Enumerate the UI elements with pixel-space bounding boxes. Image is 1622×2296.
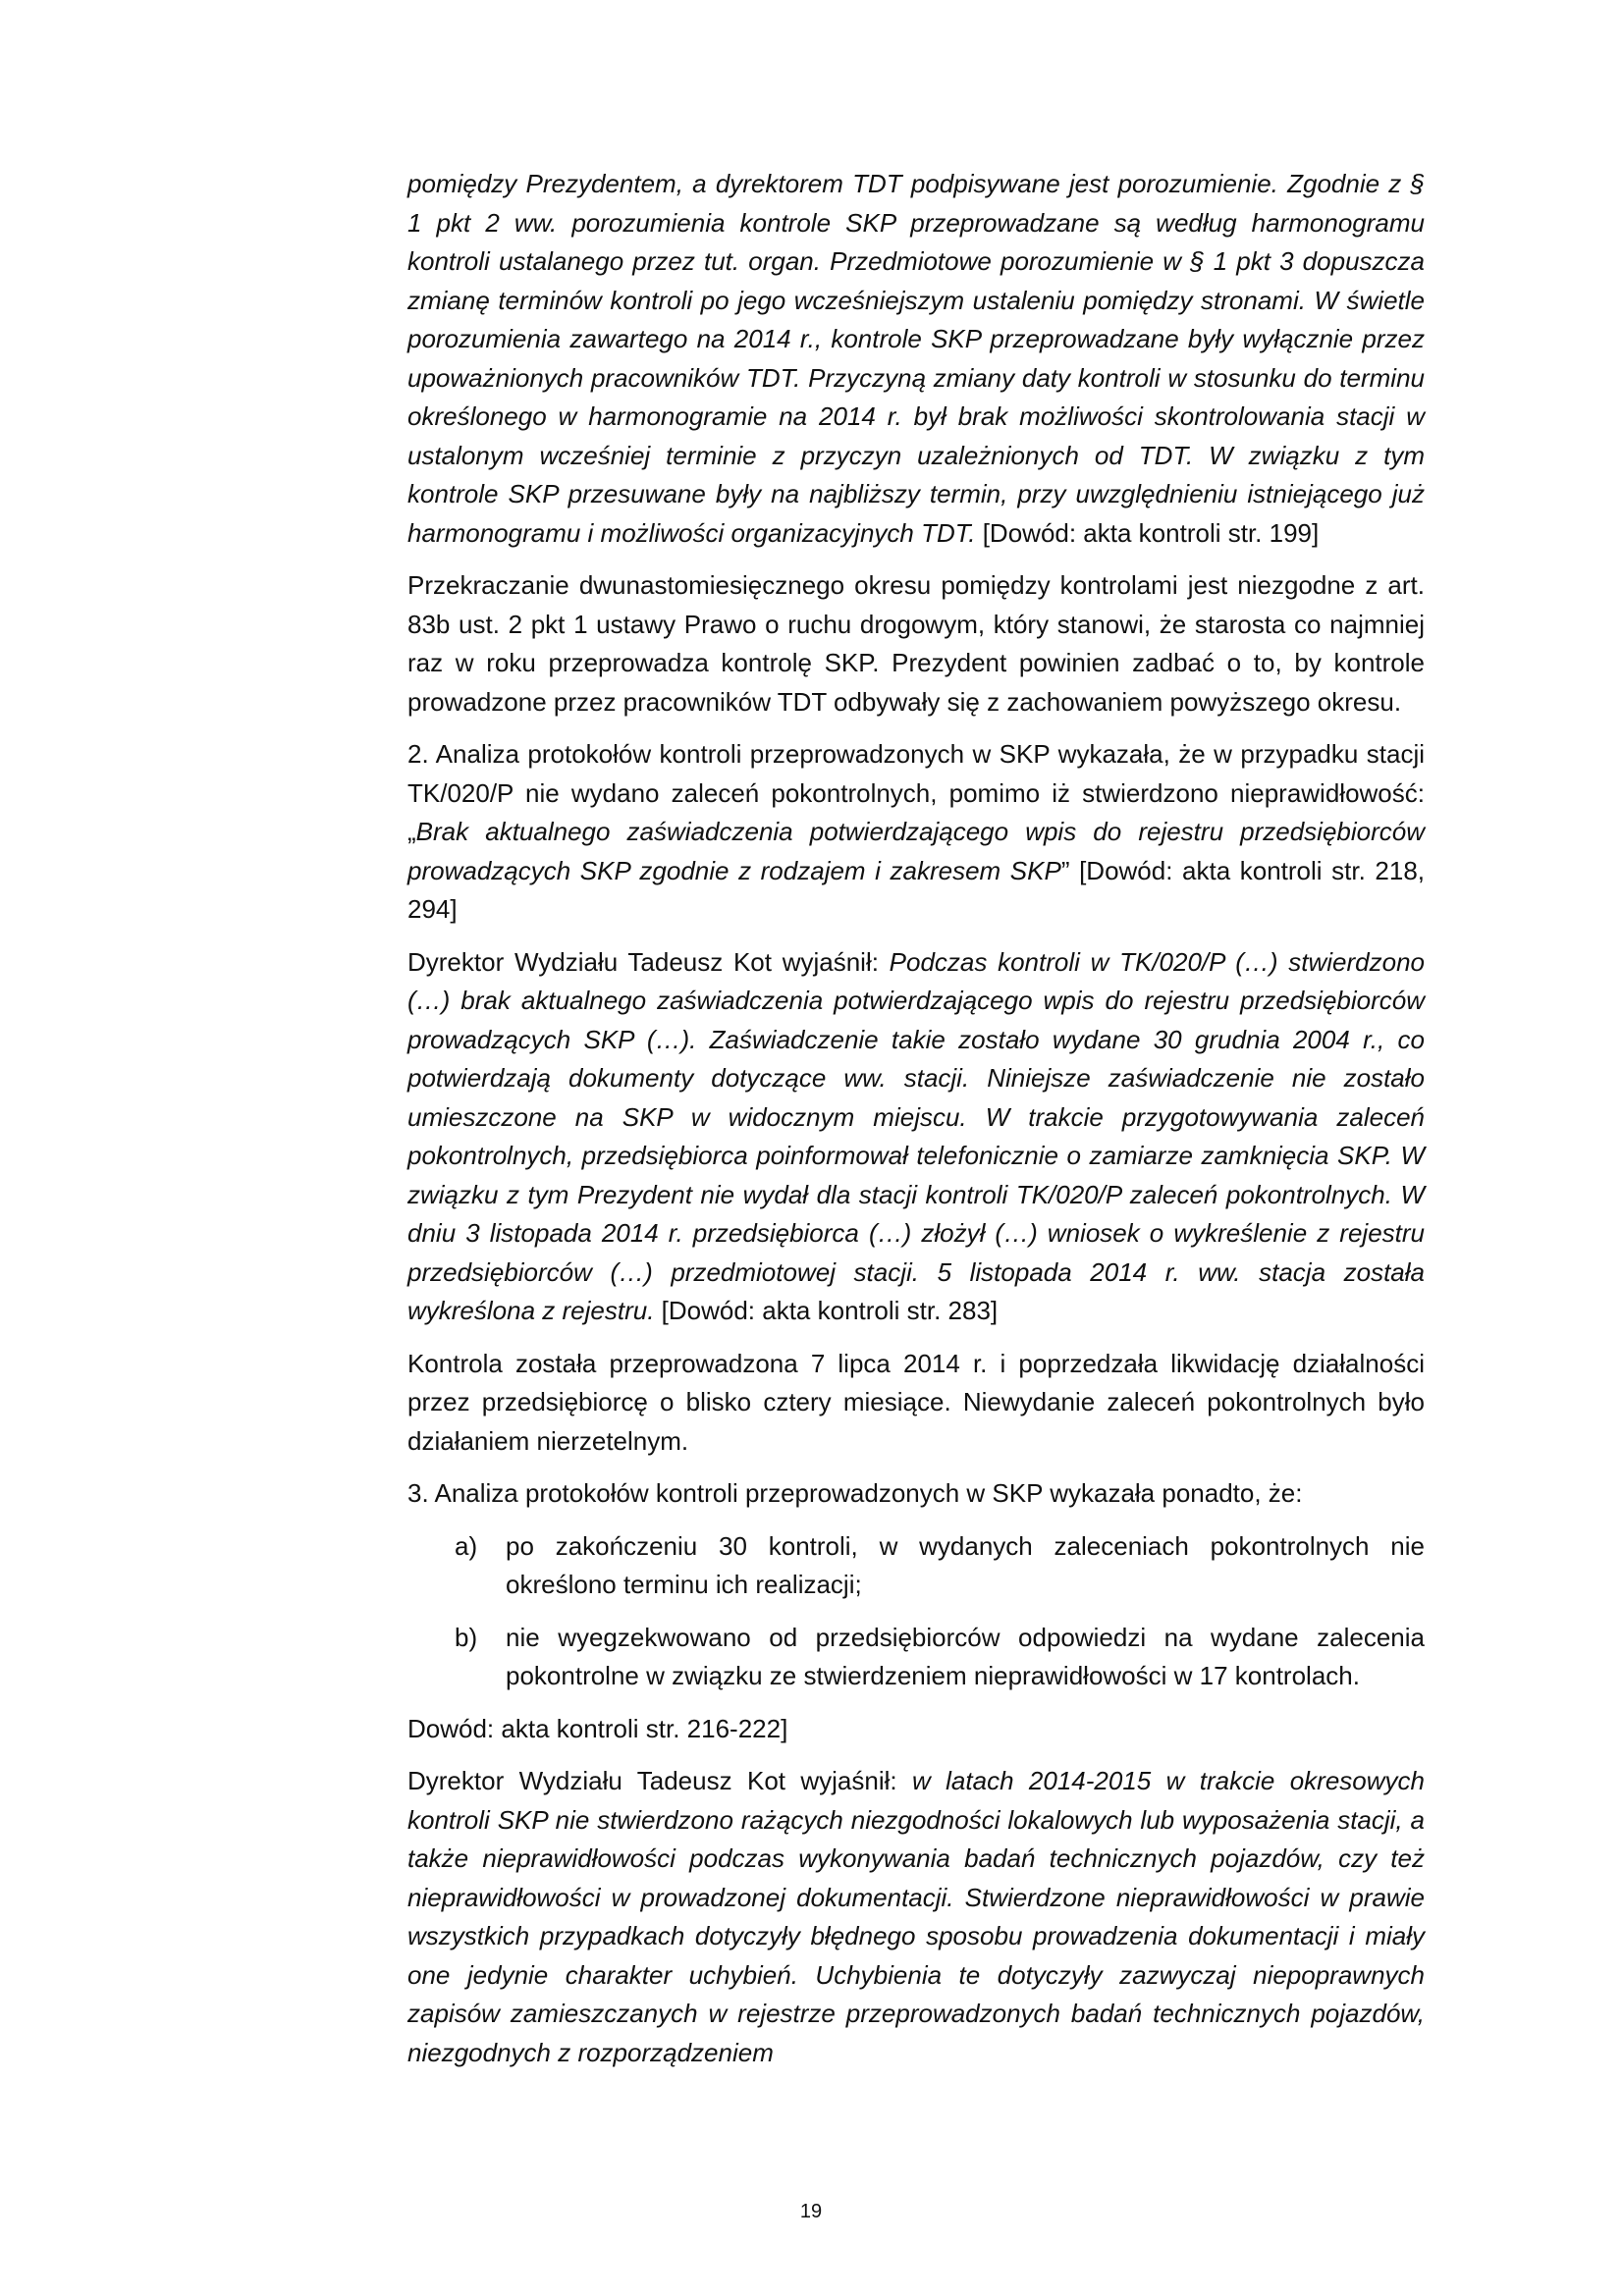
list-item-a (407, 1527, 1425, 1605)
list-item-text: nie wyegzekwowano od przedsiębiorców odpowiedzi na wydane zalecenia pokontrolne w związku ze stwierdzeniem nieprawidłowości w 17 kontrolach. (506, 1622, 1425, 1690)
page-number: 19 (799, 2201, 823, 2222)
evidence-ref: [Dowód: akta kontroli str. 283] (654, 1296, 999, 1325)
paragraph-evidence (407, 1710, 1425, 1749)
paragraph-point-2 (407, 735, 1425, 930)
document-body (407, 165, 1425, 2086)
paragraph-director-explanation-1 (407, 943, 1425, 1331)
paragraph-point-3 (407, 1474, 1425, 1514)
paragraph-assessment (407, 1345, 1425, 1462)
agreement-quote: pomiędzy Prezydentem, a dyrektorem TDT podpisywane jest porozumienie. Zgodnie z § 1 pkt 2 ww. porozumienia kontrole SKP przeprowadzane są według harmonogramu kontroli ustalanego przez tut. organ. Przedmiotowe porozumienie w § 1 pkt 3 dopuszcza zmianę terminów kontroli po jego wcześniejszym ustaleniu pomiędzy stronami. W świetle porozumienia zawartego na 2014 r., kontrole SKP przeprowadzane były wyłącznie przez upoważnionych pracowników TDT. Przyczyną zmiany daty kontroli w stosunku do terminu określonego w harmonogramie na 2014 r. był brak możliwości skontrolowania stacji w ustalonym wcześniej terminie z przyczyn uzależnionych od TDT. W związku z tym kontrole SKP przesuwane były na najbliższy termin, przy uwzględnieniu istniejącego już harmonogramu i możliwości organizacyjnych TDT. (407, 169, 1425, 548)
evidence-ref: Dowód: akta kontroli str. 216-222] (407, 1713, 788, 1743)
paragraph-text: Kontrola została przeprowadzona 7 lipca 2014 r. i poprzedzała likwidację działalności przez przedsiębiorcę o blisko cztery miesiące. Niewydanie zaleceń pokontrolnych było działaniem nierzetelnym. (407, 1348, 1425, 1456)
paragraph-text: 3. Analiza protokołów kontroli przeprowadzonych w SKP wykazała ponadto, że: (407, 1478, 1303, 1508)
paragraph-agreement (407, 165, 1425, 553)
irregularity-quote: Brak aktualnego zaświadczenia potwierdzającego wpis do rejestru przedsiębiorców prowadzących SKP zgodnie z rodzajem i zakresem SKP (407, 817, 1425, 885)
explanation-quote: Podczas kontroli w TK/020/P (…) stwierdzono (…) brak aktualnego zaświadczenia potwierdzającego wpis do rejestru przedsiębiorców prowadzących SKP (…). Zaświadczenie takie zostało wydane 30 grudnia 2004 r., co potwierdzają dokumenty dotyczące ww. stacji. Niniejsze zaświadczenie nie zostało umieszczone na SKP w widocznym miejscu. W trakcie przygotowywania zaleceń pokontrolnych, przedsiębiorca poinformował telefonicznie o zamiarze zamknięcia SKP. W związku z tym Prezydent nie wydał dla stacji kontroli TK/020/P zaleceń pokontrolnych. W dniu 3 listopada 2014 r. przedsiębiorca (…) złożył (…) wniosek o wykreślenie z rejestru przedsiębiorców (…) przedmiotowej stacji. 5 listopada 2014 r. ww. stacja została wykreślona z rejestru. (407, 946, 1425, 1325)
list-marker: a) (455, 1530, 478, 1561)
list-item-text: po zakończeniu 30 kontroli, w wydanych zaleceniach pokontrolnych nie określono terminu ich realizacji; (506, 1530, 1425, 1599)
list-item-b (407, 1619, 1425, 1696)
paragraph-lead: 2. Analiza protokołów kontroli przeprowadzonych w SKP wykazała, że w przypadku stacji TK/020/P nie wydano zaleceń pokontrolnych, pomimo iż stwierdzono nieprawidłowość: „ (407, 739, 1425, 846)
paragraph-lead: Dyrektor Wydziału Tadeusz Kot wyjaśnił: (407, 946, 890, 977)
paragraph-twelve-month-period (407, 566, 1425, 721)
paragraph-director-explanation-2 (407, 1762, 1425, 2072)
evidence-ref: [Dowód: akta kontroli str. 199] (975, 517, 1320, 548)
list-marker: b) (455, 1622, 478, 1652)
paragraph-text: Przekraczanie dwunastomiesięcznego okresu pomiędzy kontrolami jest niezgodne z art. 83b ust. 2 pkt 1 ustawy Prawo o ruchu drogowym, który stanowi, że starosta co najmniej raz w roku przeprowadza kontrolę SKP. Prezydent powinien zadbać o to, by kontrole prowadzone przez pracowników TDT odbywały się z zachowaniem powyższego okresu. (407, 570, 1425, 717)
evidence-ref: ” [Dowód: akta kontroli str. 218, 294] (407, 855, 1426, 924)
paragraph-lead: Dyrektor Wydziału Tadeusz Kot wyjaśnił: (407, 1766, 912, 1795)
explanation-quote: w latach 2014-2015 w trakcie okresowych kontroli SKP nie stwierdzono rażących niezgodności lokalowych lub wyposażenia stacji, a także nieprawidłowości podczas wykonywania badań technicznych pojazdów, czy też nieprawidłowości w prowadzonej dokumentacji. Stwierdzone nieprawidłowości w prawie wszystkich przypadkach dotyczyły błędnego sposobu prowadzenia dokumentacji i miały one jedynie charakter uchybień. Uchybienia te dotyczyły zazwyczaj niepoprawnych zapisów zamieszczanych w rejestrze przeprowadzonych badań technicznych pojazdów, niezgodnych z rozporządzeniem (407, 1766, 1425, 2067)
